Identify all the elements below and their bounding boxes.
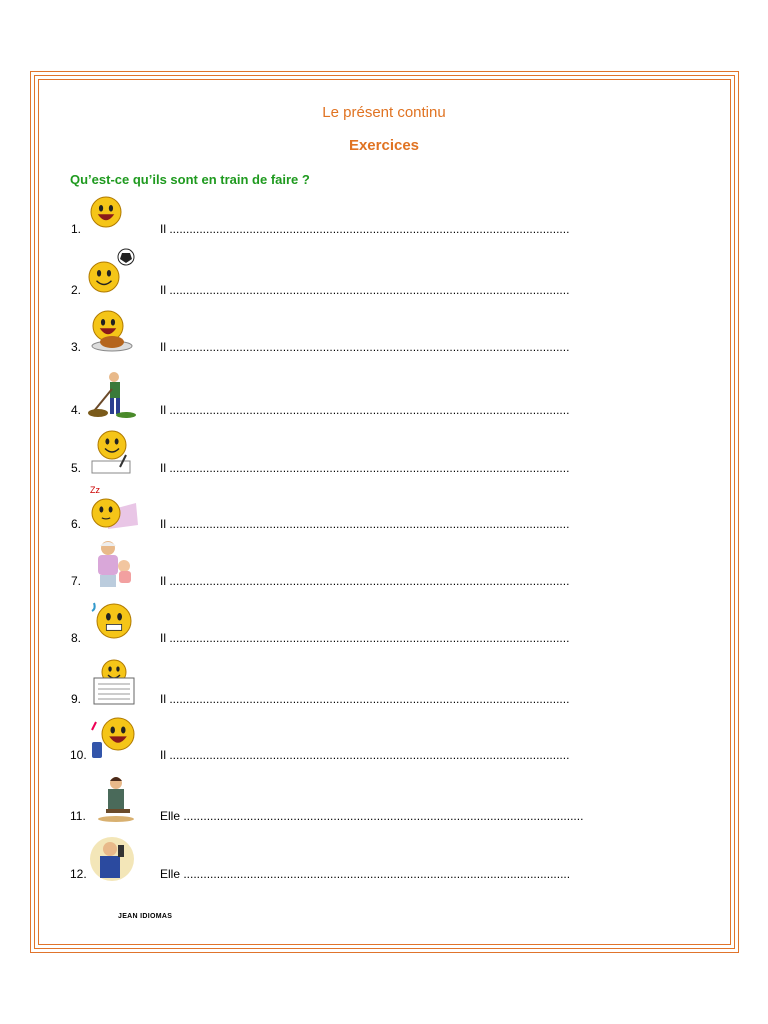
pronoun-label: Elle (160, 809, 181, 823)
pronoun-label: Il (160, 403, 166, 417)
exercise-number: 6. (71, 517, 82, 531)
answer-line[interactable] (160, 748, 569, 762)
answer-line[interactable] (160, 631, 569, 645)
exercise-number: 7. (71, 574, 82, 588)
dotted-blank: ........................................................................................................................ (166, 574, 570, 588)
exercise-number: 12. (70, 867, 87, 881)
footer-credit: JEAN IDIOMAS (118, 913, 173, 920)
exercise-number: 2. (71, 283, 82, 297)
exercise-row (0, 292, 768, 354)
svg-text:Zz: Zz (90, 485, 100, 495)
exercise-row (0, 644, 768, 706)
exercise-row (0, 583, 768, 645)
answer-line[interactable] (160, 340, 569, 354)
exercise-number: 11. (70, 809, 86, 823)
exercise-row (0, 174, 768, 236)
pronoun-label: Elle (160, 867, 181, 881)
dotted-blank: ........................................................................................................................ (166, 631, 570, 645)
dotted-blank: ........................................................................................................................ (180, 809, 584, 823)
exercise-number: 5. (71, 461, 82, 475)
pronoun-label: Il (160, 631, 166, 645)
pronoun-label: Il (160, 517, 166, 531)
exercise-row (0, 413, 768, 475)
pronoun-label: Il (160, 748, 166, 762)
exercise-row (0, 526, 768, 588)
exercise-row (0, 819, 768, 881)
exercise-row (0, 469, 768, 531)
exercise-number: 10. (70, 748, 87, 762)
exercise-number: 4. (71, 403, 82, 417)
dotted-blank: ........................................................................................................................ (166, 283, 570, 297)
dotted-blank: ........................................................................................................................ (166, 222, 570, 236)
pronoun-label: Il (160, 692, 166, 706)
pronoun-label: Il (160, 222, 166, 236)
dotted-blank: ........................................................................................................................ (166, 340, 570, 354)
exercise-number: 1. (71, 222, 82, 236)
exercise-row (0, 355, 768, 417)
dotted-blank: ........................................................................................................................ (166, 403, 570, 417)
exercise-row (0, 761, 768, 823)
dotted-blank: ........................................................................................................................ (166, 692, 570, 706)
pronoun-label: Il (160, 461, 166, 475)
dotted-blank: ........................................................................................................................ (166, 517, 570, 531)
pronoun-label: Il (160, 283, 166, 297)
dotted-blank: ........................................................................................................................ (166, 461, 570, 475)
exercise-number: 3. (71, 340, 82, 354)
exercise-number: 8. (71, 631, 82, 645)
answer-line[interactable] (160, 867, 570, 881)
page-subtitle: Exercices (348, 137, 420, 154)
page-title: Le présent continu (322, 104, 446, 121)
dotted-blank: ........................................................................................................................ (166, 748, 570, 762)
exercise-question: Qu’est-ce qu’ils sont en train de faire ? (70, 172, 310, 187)
pronoun-label: Il (160, 574, 166, 588)
exercise-number: 9. (71, 692, 82, 706)
pronoun-label: Il (160, 340, 166, 354)
answer-line[interactable] (160, 222, 569, 236)
exercise-row (0, 700, 768, 762)
dotted-blank: .................................................................................................................... (180, 867, 571, 881)
exercise-row (0, 235, 768, 297)
